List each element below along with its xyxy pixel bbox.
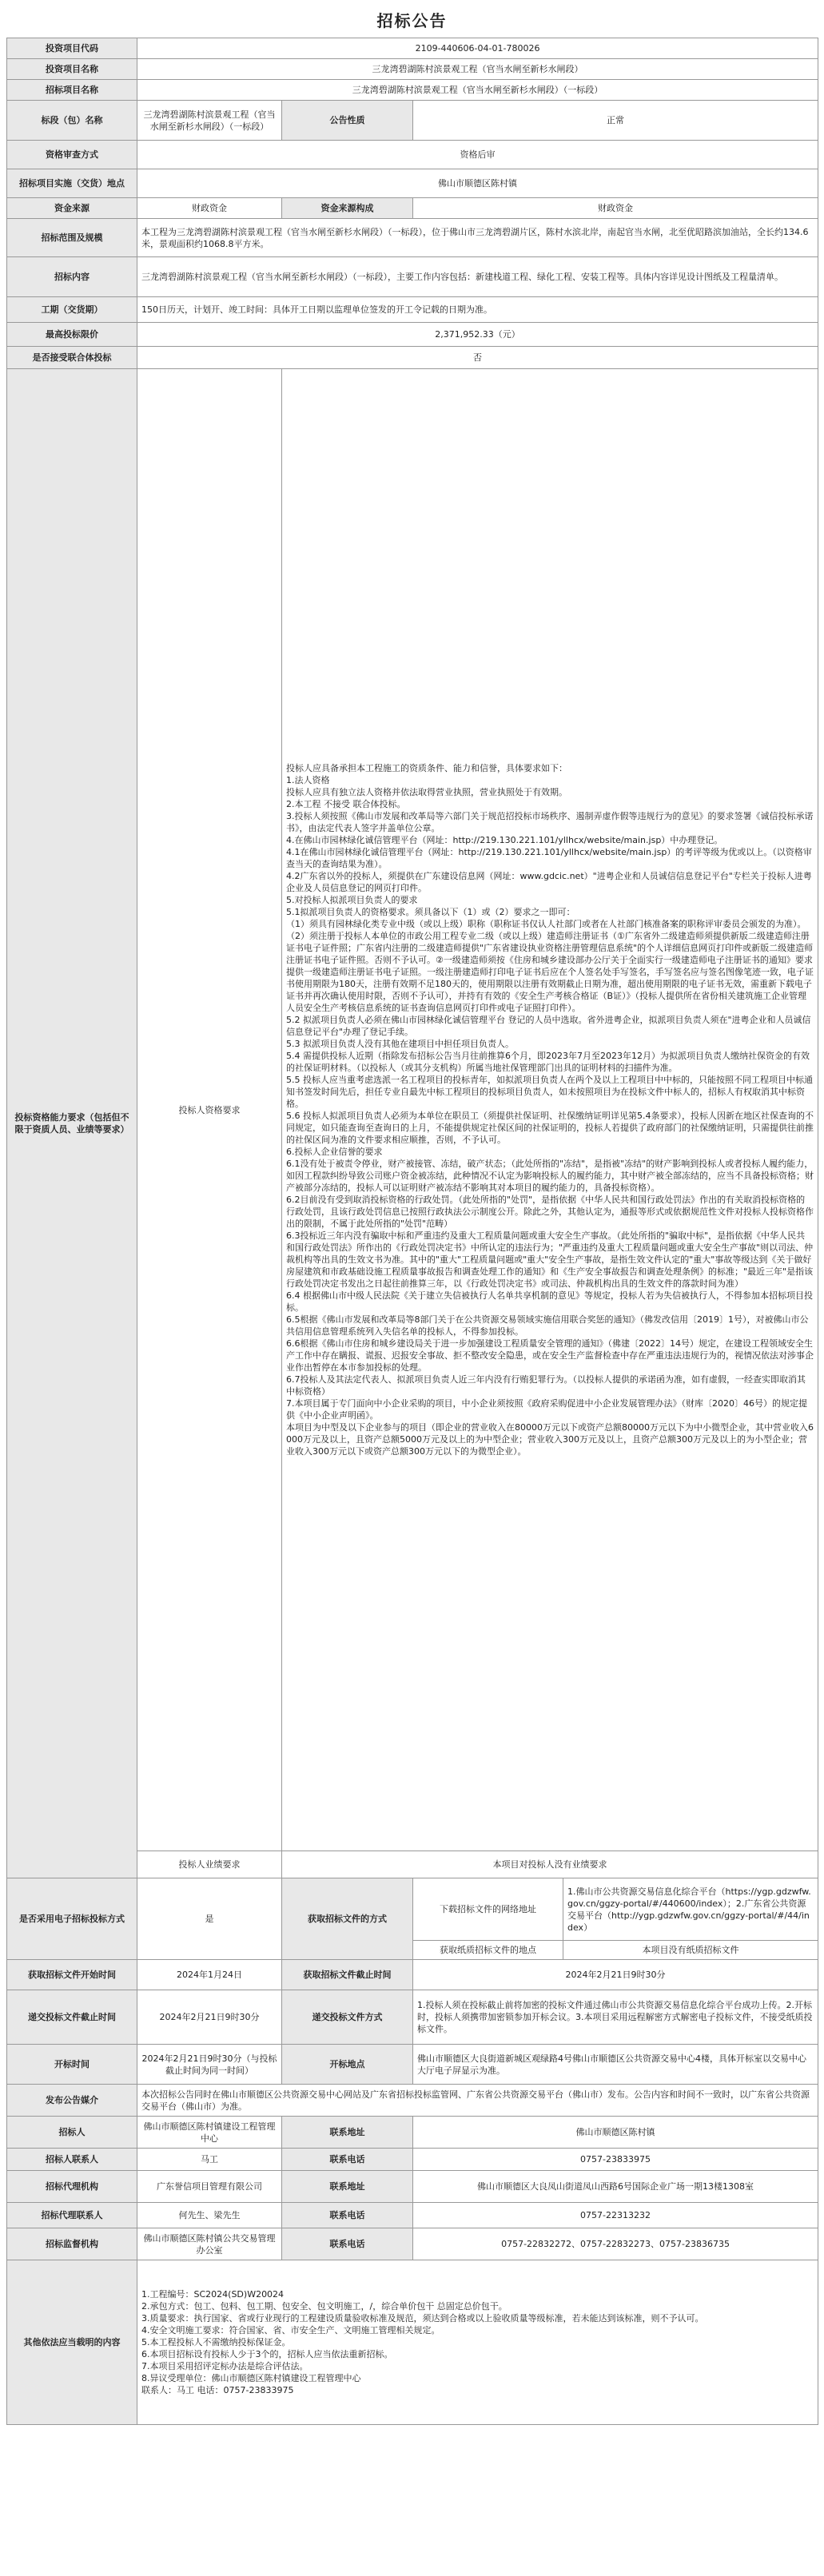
qual-method-value: 资格后审 <box>137 141 818 169</box>
scope-value: 本工程为三龙湾碧湖陈村滨景观工程（官当水闸至新杉水闸段）（一标段），位于佛山市三龙湾碧湖片区，陈村水滨北岸，南起官当水闸，北至优昭路滨加油站，全长约134.6米，景观面积约1068.8平方米。 <box>137 219 818 257</box>
opening-value: 2024年2月21日9时30分（与投标截止时间为同一时间） <box>137 2045 282 2085</box>
media-value: 本次招标公告同时在佛山市顺德区公共资源交易中心网站及广东省招标投标监管网、广东省公共资源交易平台（佛山市）发布。公告内容和时间不一致时，以广东省公共资源交易平台（佛山市）为准。 <box>137 2085 818 2117</box>
bid-project-name-value: 三龙湾碧湖陈村滨景观工程（官当水闸至新杉水闸段）（一标段） <box>137 80 818 101</box>
doc-start-value: 2024年1月24日 <box>137 1960 282 1990</box>
requirement-line: 5.对投标人拟派项目负责人的要求 <box>286 895 418 905</box>
submit-value: 2024年2月21日9时30分 <box>137 1990 282 2045</box>
row-opening <box>7 2045 818 2085</box>
section-label: 标段（包）名称 <box>7 101 137 141</box>
requirement-line: 6.3投标近三年内没有骗取中标和严重违约及重大工程质量问题或重大安全生产事故。（此处所指的"骗取中标"，是指依据《中华人民共和国行政处罚法》所作出的《行政处罚决定书》中所认定的违法行为；"严重违约及重大工程质量问题或重大安全生产事故"则以司法、仲裁机构等出具的生效文书为准。其中的"重大"工程质量问题或"重大"安全生产事故，是指生效文件认定的"重大"事故等级达到《关于做好房屋建筑和市政基础设施工程质量事故报告和调查处理工作的通知》和《生产安全事故报告和调查处理条例》的标准；"最近三年"是指该行政处罚决定书发出之日起往前推算三年，以《行政处罚决定书》或司法、仲裁机构出具的生效文件的落款时间为准） <box>286 1230 814 1289</box>
row-electronic <box>7 1878 818 1941</box>
notice-table <box>6 38 818 2425</box>
notice-type-value: 正常 <box>413 101 818 141</box>
performance-value: 本项目对投标人没有业绩要求 <box>282 1851 818 1878</box>
row-qual-method <box>7 141 818 169</box>
opening-place-value: 佛山市顺德区大良街道新城区观绿路4号佛山市顺德区公共资源交易中心4楼，具体开标室以交易中心大厅电子屏显示为准。 <box>413 2045 818 2085</box>
agency-phone-label: 联系电话 <box>282 2203 413 2228</box>
other-item-line: 8.异议受理单位：佛山市顺德区陈村镇建设工程管理中心 <box>141 2373 361 2383</box>
requirement-line: 6.4 根据佛山市中级人民法院《关于建立失信被执行人名单共享机制的意见》等规定，投标人若为失信被执行人，不得参加本招标项目投标。 <box>286 1290 813 1313</box>
requirement-line: 6.投标人企业信誉的要求 <box>286 1147 383 1157</box>
agency-address-value: 佛山市顺德区大良凤山街道凤山西路6号国际企业广场一期13楼1308室 <box>413 2171 818 2203</box>
period-value: 150日历天，计划开、竣工时间：具体开工日期以监理单位签发的开工令记载的日期为准。 <box>137 297 818 323</box>
agency-label: 招标代理机构 <box>7 2171 137 2203</box>
other-item-line: 4.安全文明施工要求：符合国家、省、市安全生产、文明施工管理相关规定。 <box>141 2325 440 2335</box>
tenderer-contact-value: 马工 <box>137 2149 282 2171</box>
opening-label: 开标时间 <box>7 2045 137 2085</box>
funds-value: 财政资金 <box>137 198 282 219</box>
download-label: 下载招标文件的网络地址 <box>413 1878 563 1941</box>
tenderer-label: 招标人 <box>7 2117 137 2149</box>
row-tenderer-contact <box>7 2149 818 2171</box>
row-code <box>7 38 818 59</box>
other-item-line: 6.本项目招标设有投标人少于3个的，招标人应当依法重新招标。 <box>141 2349 393 2359</box>
requirement-line: 6.6根据《佛山市住房和城乡建设局关于进一步加强建设工程质量安全管理的通知》（佛建〔2022〕14号）规定，在建设工程领域安全生产工作中存在瞒报、谎报、迟报安全事故、拒不整改安全隐患，或在安全生产监督检查中存在严重违法违规行为的，视情况依法对涉事企业作出暂停在本市参加投标的处理。 <box>286 1338 814 1373</box>
row-location <box>7 169 818 198</box>
other-label: 其他依法应当载明的内容 <box>7 2260 137 2425</box>
row-other <box>7 2260 818 2425</box>
consortium-value: 否 <box>137 347 818 369</box>
project-name-label: 投资项目名称 <box>7 59 137 80</box>
location-value: 佛山市顺德区陈村镇 <box>137 169 818 198</box>
requirement-line: （1）须具有园林绿化类专业中级（或以上级）职称（职称证书仅认人社部门或者在人社部门核准备案的职称评审委员会颁发的为准）。 <box>286 919 806 929</box>
row-agency-contact <box>7 2203 818 2228</box>
project-name-value: 三龙湾碧湖陈村滨景观工程（官当水闸至新杉水闸段） <box>137 59 818 80</box>
performance-label: 投标人业绩要求 <box>137 1851 282 1878</box>
requirement-line: 5.3 拟派项目负责人没有其他在建项目中担任项目负责人。 <box>286 1039 514 1049</box>
requirement-line: （2）须注册于投标人本单位的市政公用工程专业二级（或以上级）建造师注册证书（①广东省外二级建造师须提供新版二级建造师注册证书电子证件照；广东省内注册的二级建造师提供"广东省建设执业资格注册管理信息系统"的个人详细信息网页打印件或新版二级建造师注册证书电子证件照。否则不予认可。②一级建造师须按《住房和城乡建设部办公厅关于全面实行一级建造师电子注册证书的通知》要求提供一级建造师注册证书电子证照。一级注册建造师打印电子证书后应在个人签名处手写签名，手写签名应与签名图像笔迹一致，电子证书使用期限为180天，注册有效期不足180天的，使用期限以注册有效期截止日期为准，超出使用期限的电子证书无效，需重新下载电子证书并再次确认使用时限，否则不予认可），并持有有效的《安全生产考核合格证（B证）》（投标人提供所在省份相关建筑施工企业管理人员安全生产考核信息系统的证书查询信息网页打印件或电子证照打印件）。 <box>286 931 814 1013</box>
funds-composition-value: 财政资金 <box>413 198 818 219</box>
consortium-label: 是否接受联合体投标 <box>7 347 137 369</box>
row-section <box>7 101 818 141</box>
submit-method-label: 递交投标文件方式 <box>282 1990 413 2045</box>
requirement-line: 4.2广东省以外的投标人，须提供在广东建设信息网（网址：www.gdcic.net）"进粤企业和人员诚信信息登记平台"专栏关于投标人进粤企业及人员信息登记的网页打印件。 <box>286 871 812 893</box>
doc-start-label: 获取招标文件开始时间 <box>7 1960 137 1990</box>
requirements-text <box>282 369 818 1851</box>
electronic-label: 是否采用电子招标投标方式 <box>7 1878 137 1960</box>
agency-phone-value: 0757-22313232 <box>413 2203 818 2228</box>
opening-place-label: 开标地点 <box>282 2045 413 2085</box>
code-label: 投资项目代码 <box>7 38 137 59</box>
max-price-label: 最高投标限价 <box>7 323 137 347</box>
agency-contact-value: 何先生、梁先生 <box>137 2203 282 2228</box>
requirement-line: 7.本项目属于专门面向中小企业采购的项目，中小企业须按照《政府采购促进中小企业发展管理办法》（财库〔2020〕46号）的规定提供《中小企业声明函》。 <box>286 1398 807 1421</box>
tenderer-phone-value: 0757-23833975 <box>413 2149 818 2171</box>
requirement-line: 4.1在佛山市园林绿化诚信管理平台（网址：http://219.130.221.101/yllhcx/website/main.jsp）的考评等级为优或以上。（以资格审查当天的查询结果为准）。 <box>286 847 812 869</box>
requirement-line: 本项目为中型及以下企业参与的项目（即企业的营业收入在80000万元以下或资产总额80000万元以下为中小微型企业，其中营业收入6000万元及以上，且资产总额5000万元及以上的为中型企业；营业收入300万元及以上，且资产总额300万元及以上的为小型企业；营业收入300万元以下或资产总额300万元以下的为微型企业）。 <box>286 1422 814 1457</box>
row-submit <box>7 1990 818 2045</box>
requirement-line: 4.在佛山市园林绿化诚信管理平台（网址：http://219.130.221.101/yllhcx/website/main.jsp）中办理登记。 <box>286 835 723 845</box>
row-period <box>7 297 818 323</box>
tenderer-contact-label: 招标人联系人 <box>7 2149 137 2171</box>
other-text <box>137 2260 818 2425</box>
paper-value: 本项目没有纸质招标文件 <box>563 1941 818 1960</box>
tenderer-value: 佛山市顺德区陈村镇建设工程管理中心 <box>137 2117 282 2149</box>
requirement-line: 6.1没有处于被责令停业，财产被接管、冻结，破产状态；（此处所指的"冻结"，是指被"冻结"的财产影响到投标人或者投标人履约能力，如因工程款纠纷导致公司账户资金被冻结，此种情况不认定为影响投标人的履约能力，其中财产被全部冻结的，应当不具备投标资格；财产被部分冻结的，投标人可以证明财产被冻结不影响其对本项目的履约能力的，具备投标资格）。 <box>286 1159 814 1193</box>
doc-end-value: 2024年2月21日9时30分 <box>413 1960 818 1990</box>
row-consortium <box>7 347 818 369</box>
requirement-line: 5.4 需提供投标人近期（指除发布招标公告当月往前推算6个月，即2023年7月至2023年12月）为拟派项目负责人缴纳社保资金的有效的社保证明材料。（以投标人（或其分支机构）所属当地社保管理部门出具的证明材料的扫描件为准。 <box>286 1051 810 1073</box>
requirement-line: 5.2 拟派项目负责人必须在佛山市园林绿化诚信管理平台 登记的人员中选取。省外进粤企业，拟派项目负责人须在"进粤企业和人员诚信信息登记平台"办理了登记手续。 <box>286 1015 811 1037</box>
section-value: 三龙湾碧湖陈村滨景观工程（官当水闸至新杉水闸段）（一标段） <box>137 101 282 141</box>
requirements-label: 投标资格能力要求（包括但不限于资质人员、业绩等要求） <box>7 369 137 1878</box>
agency-contact-label: 招标代理联系人 <box>7 2203 137 2228</box>
requirement-line: 6.7投标人及其法定代表人、拟派项目负责人近三年内没有行贿犯罪行为。（以投标人提供的承诺函为准，如有虚假，一经查实即取消其中标资格） <box>286 1374 806 1397</box>
code-value: 2109-440606-04-01-780026 <box>137 38 818 59</box>
page-title: 招标公告 <box>376 11 448 30</box>
supervisor-value: 佛山市顺德区陈村镇公共交易管理办公室 <box>137 2228 282 2260</box>
notice-type-label: 公告性质 <box>282 101 413 141</box>
requirement-line: 投标人应具备承担本工程施工的资质条件、能力和信誉，具体要求如下： <box>286 763 567 773</box>
period-label: 工期（交货期） <box>7 297 137 323</box>
media-label: 发布公告媒介 <box>7 2085 137 2117</box>
overview-value: 三龙湾碧湖陈村滨景观工程（官当水闸至新杉水闸段）（一标段），主要工作内容包括：新建栈道工程、绿化工程、安装工程等。具体内容详见设计图纸及工程量清单。 <box>137 257 818 297</box>
electronic-value: 是 <box>137 1878 282 1960</box>
requirement-line: 6.5根据《佛山市发展和改革局等8部门关于在公共资源交易领域实施信用联合奖惩的通知》（佛发改信用〔2019〕1号），对被佛山市公共信用信息管理系统列入失信名单的投标人，不得参加投标。 <box>286 1314 809 1337</box>
row-agency <box>7 2171 818 2203</box>
overview-label: 招标内容 <box>7 257 137 297</box>
row-requirements <box>7 369 818 1851</box>
row-supervisor <box>7 2228 818 2260</box>
requirement-line: 6.2目前没有受到取消投标资格的行政处罚。（此处所指的"处罚"，是指依据《中华人民共和国行政处罚法》作出的有关取消投标资格的行政处罚，且该行政处罚信息已按照行政执法公示制度公开。除此之外，其他认定为，通报等形式或依据规范性文件对投标人投标资格作出的限制，不属于此处所指的"处罚"范畴） <box>286 1195 814 1229</box>
row-max-price <box>7 323 818 347</box>
paper-label: 获取纸质招标文件的地点 <box>413 1941 563 1960</box>
bid-project-name-label: 招标项目名称 <box>7 80 137 101</box>
agency-value: 广东誉信项目管理有限公司 <box>137 2171 282 2203</box>
row-doc-time <box>7 1960 818 1990</box>
agency-address-label: 联系地址 <box>282 2171 413 2203</box>
requirement-line: 投标人应具有独立法人资格并依法取得营业执照，营业执照处于有效期。 <box>286 787 567 797</box>
supervisor-phone-value: 0757-22832272、0757-22832273、0757-23836735 <box>413 2228 818 2260</box>
other-item-line: 3.质量要求：执行国家、省或行业现行的工程建设质量验收标准及规范，须达到合格或以上验收质量等级标准，若未能达到该标准，则不予认可。 <box>141 2313 704 2324</box>
supervisor-label: 招标监督机构 <box>7 2228 137 2260</box>
requirement-line: 3.投标人须按照《佛山市发展和改革局等六部门关于规范招投标市场秩序、遏制弄虚作假等违规行为的意见》的要求签署《诚信投标承诺书》，由法定代表人签字并盖单位公章。 <box>286 811 814 833</box>
qual-method-label: 资格审查方式 <box>7 141 137 169</box>
other-item-line: 5.本工程投标人不需缴纳投标保证金。 <box>141 2337 291 2347</box>
requirement-line: 1.法人资格 <box>286 775 330 785</box>
requirement-line: 5.6 投标人拟派项目负责人必须为本单位在职员工（须提供社保证明、社保缴纳证明详见第5.4条要求），投标人因新在地区社保查询的不同规定，如只能查询至查询日的上月，不能提供规定社保区间的社保证明的，投标人若提供了政府部门的社保缴纳证明，只需提供往前推的社保区间为准的文件要求相应顺推，否则，不予认可。 <box>286 1111 814 1145</box>
max-price-value: 2,371,952.33（元） <box>137 323 818 347</box>
requirement-line: 5.1拟派项目负责人的资格要求。须具备以下（1）或（2）要求之一即可： <box>286 907 575 917</box>
download-value[interactable]: 1.佛山市公共资源交易信息化综合平台（https://ygp.gdzwfw.gov.cn/ggzy-portal/#/440600/index）；2.广东省公共资源交易平台（http://ygp.gdzwfw.gov.cn/ggzy-portal/#/44/index） <box>563 1878 818 1941</box>
requirements-sub-label: 投标人资格要求 <box>137 369 282 1851</box>
other-item-line: 联系人：马工 电话：0757-23833975 <box>141 2385 294 2395</box>
row-bid-project-name <box>7 80 818 101</box>
submit-label: 递交投标文件截止时间 <box>7 1990 137 2045</box>
location-label: 招标项目实施（交货）地点 <box>7 169 137 198</box>
notice <box>6 0 818 2425</box>
other-item-line: 7.本项目采用招评定标办法是综合评估法。 <box>141 2361 309 2371</box>
tenderer-address-value: 佛山市顺德区陈村镇 <box>413 2117 818 2149</box>
scope-label: 招标范围及规模 <box>7 219 137 257</box>
requirement-line: 5.5 投标人应当重考虑选派一名工程项目的投标青年，如拟派项目负责人在两个及以上工程项目中中标的，只能按照不同工程项目中标通知书签发时间先后，担任专业自最先中标工程项目的投标项目负责人，如未按照项目为在投标文件中标人的，招标人有权取消其中标资格。 <box>286 1075 813 1109</box>
other-item-line: 2.承包方式：包工、包料、包工期、包安全、包文明施工，/，综合单价包干 总固定总价包干。 <box>141 2301 508 2312</box>
row-overview <box>7 257 818 297</box>
row-scope <box>7 219 818 257</box>
row-funds <box>7 198 818 219</box>
funds-composition-label: 资金来源构成 <box>282 198 413 219</box>
row-media <box>7 2085 818 2117</box>
tenderer-address-label: 联系地址 <box>282 2117 413 2149</box>
get-method-label: 获取招标文件的方式 <box>282 1878 413 1960</box>
requirement-line: 2.本工程 不接受 联合体投标。 <box>286 799 406 809</box>
other-item-line: 1.工程编号：SC2024(SD)W20024 <box>141 2289 285 2300</box>
funds-label: 资金来源 <box>7 198 137 219</box>
row-tenderer <box>7 2117 818 2149</box>
tenderer-phone-label: 联系电话 <box>282 2149 413 2171</box>
submit-method-value: 1.投标人须在投标截止前将加密的投标文件通过佛山市公共资源交易信息化综合平台成功上传。2.开标时，投标人须携带加密锁参加开标会议。3.本项目采用远程解密方式解密电子投标文件，不接受纸质投标文件。 <box>413 1990 818 2045</box>
row-project-name <box>7 59 818 80</box>
doc-end-label: 获取招标文件截止时间 <box>282 1960 413 1990</box>
supervisor-phone-label: 联系电话 <box>282 2228 413 2260</box>
